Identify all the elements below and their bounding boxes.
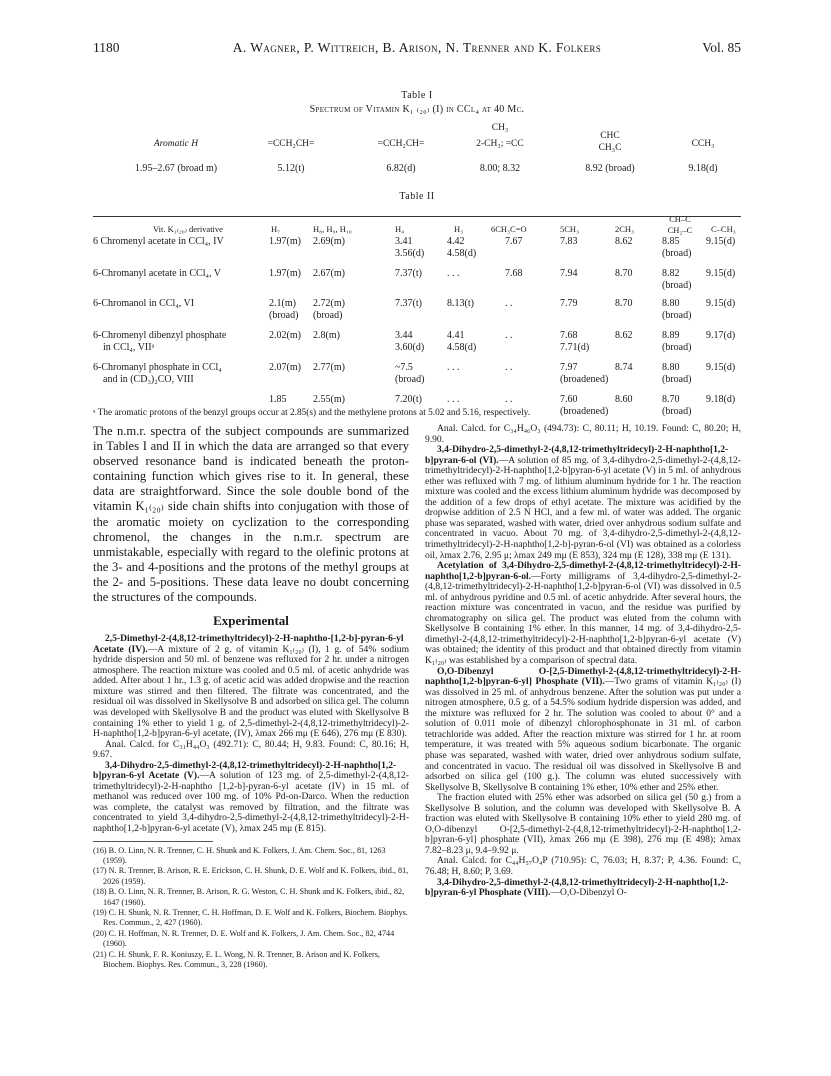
t2-cell-h3: . . . — [447, 362, 460, 373]
t2-cell-c2: 8.74 — [615, 362, 633, 373]
table2-top-rule — [93, 216, 741, 217]
t1-col-cch3: CCH₃ — [691, 139, 715, 149]
footnote-item: (20) C. H. Hoffman, N. R. Trenner, D. E. Wolf and K. Folkers, J. Am. Chem. Soc., 82, 4744 (1960). — [93, 928, 395, 949]
t1-col-methyl-top: CH₃ — [491, 123, 509, 133]
t2-cell-name: 6-Chromenyl dibenzyl phosphate — [93, 330, 227, 341]
footnote-rule — [93, 841, 213, 842]
t2-cell-name: 6 Chromenyl acetate in CCl₄, IV — [93, 236, 224, 247]
compound-title-vii: O,O-Dibenzyl O-[2,5-Dimethyl-2-(4,8,12-trimethyltridecyl)-2-H-naphtho[1,2-b]pyran-6-yl] Phosphate (VII). — [425, 665, 741, 688]
t2-cell-h4: 3.41 — [395, 236, 413, 247]
t2-cell-acyl: . . — [505, 362, 513, 373]
t2-cell-h3: . . . — [447, 268, 460, 279]
t2-cell-c5: 7.83 — [560, 236, 578, 247]
t2-cell-name: 6-Chromanyl acetate in CCl₄, V — [93, 268, 221, 279]
acetylation-title: Acetylation of 3,4-Dihydro-2,5-dimethyl-2-(4,8,12-trimethyltridecyl)-2-H-naphtho[1,2-b]pyran-6-ol. — [425, 560, 741, 582]
t2-cell-h3: . . . — [447, 394, 460, 405]
t2-cell-c5: 7.79 — [560, 298, 578, 309]
t2-cell-h3b: 4.58(d) — [447, 342, 477, 353]
t2-cell-h7: 1.85 — [269, 394, 287, 405]
t2-cell-acyl: 7.67 — [505, 236, 523, 247]
t2-head-acyl: 6CH₃C=O — [491, 224, 527, 234]
t2-cell-c5b: (broadened) — [560, 374, 609, 385]
t2-cell-h4b: (broad) — [395, 374, 425, 385]
t2-cell-cc: 9.15(d) — [706, 362, 736, 373]
table2-footnote: ᵃ The aromatic protons of the benzyl groups occur at 2.85(s) and the methylene protons at 5.02 and 5.16, respectively. — [93, 408, 531, 418]
exp-paragraph-7 — [425, 878, 741, 899]
t2-cell-cc: 9.18(d) — [706, 394, 736, 405]
t1-val-methyl: 8.00; 8.32 — [479, 163, 521, 174]
t2-cell-acyl: 7.68 — [505, 268, 523, 279]
t1-val-chc: 8.92 (broad) — [585, 163, 635, 174]
t2-cell-ch: 8.85 — [662, 236, 680, 247]
t2-head-cch3: C–CH₃ — [711, 224, 736, 234]
section-heading-experimental: Experimental — [213, 613, 289, 629]
t2-cell-h3: 8.13(t) — [447, 298, 474, 309]
t2-cell-h4: 7.20(t) — [395, 394, 422, 405]
t2-head-2ch3: 2CH₃ — [615, 224, 635, 234]
t2-cell-chb: (broad) — [662, 342, 692, 353]
t2-cell-c5: 7.97 — [560, 362, 578, 373]
t1-val-allylic: 6.82(d) — [386, 163, 416, 174]
t2-cell-h7: 1.97(m) — [269, 268, 301, 279]
t2-cell-h8: 2.77(m) — [313, 362, 345, 373]
intro-paragraph: The n.m.r. spectra of the subject compounds are summarized in Tables I and II in which the data are arranged so that every observed resonance band is indicated beneath the proton-containing function which gives rise to it. In general, these data are straightforward. Since the sole double bond of the vitamin K₁₍₂₀₎ side chain shifts into conjugation with those of the aromatic moiety on cyclization to the corresponding chromenol, the changes in the n.m.r. spectrum are unmistakable, especially with regard to the olefinic protons at the 3- and 4-positions and the protons of the methyl groups at the 2- and 5-positions. These data leave no doubt concerning the structures of the compounds. — [93, 424, 409, 605]
exp-paragraph-6: The fraction eluted with 25% ether was adsorbed on silica gel (50 g.) from a Skellysolve B solution, and the column was developed with Skellysolve B. A fraction was eluted with Skellysolve B containing 10% ether to yield 280 mg. of O,O-dibenzyl O-[2,5-dimethyl-2-(4,8,12-trimethyltridecyl)-2-H-naphtho[1,2-b]pyran-6-yl] phosphate (VII), λmax 266 mμ (E 398), 276 mμ (E 498); λmax 7.82–8.23 μ, 9.4–9.92 μ. — [425, 792, 741, 856]
table2-label: Table II — [399, 191, 435, 202]
t2-cell-name: 6-Chromanol in CCl₄, VI — [93, 298, 195, 309]
exp-text-5: —Two grams of vitamin K₁₍₂₀₎ (I) was dissolved in 25 ml. of anhydrous benzene. After the solution was put under a nitrogen atmosphere, 0.5 g. of a 54.5% sodium hydride dispersion was added, and the mixture was refluxed for 2 hr. The solution was cooled to about 0° and a solution of 0.011 mole of dibenzyl chlorophosphonate in 31 ml. of carbon tetrachloride was added. After the reaction mixture was stirred for 1 hr. at room temperature, it was treated with 5% aqueous sodium bicarbonate. The organic phase was separated, washed with water, dried over anhydrous sodium sulfate, and concentrated in vacuo. The residual oil was dissolved in Skellysolve B and adsorbed on silica gel (100 g.). The column was eluted successively with Skellysolve B, Skellysolve B containing 1% ether, 10% ether and 25% ether. — [425, 676, 742, 793]
t2-cell-c5b: 7.71(d) — [560, 342, 590, 353]
footnote-item: (16) B. O. Linn, N. R. Trenner, C. H. Shunk and K. Folkers, J. Am. Chem. Soc., 81, 1263 (1959). — [93, 845, 386, 865]
compound-title-iv: 2,5-Dimethyl-2-(4,8,12-trimethyltridecyl)-2-H-naphtho-[1,2-b]-pyran-6-yl Acetate (IV). — [93, 633, 404, 655]
t2-cell-h4: ~7.5 — [395, 362, 413, 373]
t2-cell-acyl: . . — [505, 394, 513, 405]
footnote-item: (18) B. O. Linn, N. R. Trenner, B. Arison, R. G. Weston, C. H. Shunk and K. Folkers, ibid., 82, 1647 (1960). — [93, 887, 405, 907]
t2-cell-chb: (broad) — [662, 374, 692, 385]
t2-cell-h7b: (broad) — [269, 310, 299, 321]
t2-cell-h8: 2.8(m) — [313, 330, 340, 341]
t2-cell-h7: 2.07(m) — [269, 362, 301, 373]
t2-cell-c2: 8.70 — [615, 298, 633, 309]
t1-col-aromatic: Aromatic H — [153, 139, 199, 149]
running-header — [93, 40, 741, 60]
exp-text-7: —O,O-Dibenzyl O- — [550, 887, 627, 899]
t2-head-h4: H₄ — [395, 224, 405, 234]
compound-title-v: 3,4-Dihydro-2,5-dimethyl-2-(4,8,12-trimethyltridecyl)-2-H-naphtho[1,2-b]pyran-6-yl Acetate (V). — [93, 759, 397, 782]
t2-cell-c2: 8.62 — [615, 330, 633, 341]
t2-cell-h4: 7.37(t) — [395, 298, 422, 309]
compound-title-viii: 3,4-Dihydro-2,5-dimethyl-2-(4,8,12-trimethyltridecyl)-2-H-naphtho[1,2-b]pyran-6-yl Phosphate (VIII). — [425, 876, 729, 899]
t2-head-h3: H₃ — [454, 224, 464, 234]
t1-col-allylic: =CCH₂CH= — [377, 139, 425, 149]
t2-cell-c5: 7.94 — [560, 268, 578, 279]
t2-cell-h7: 2.1(m) — [269, 298, 296, 309]
t2-cell-h7: 1.97(m) — [269, 236, 301, 247]
t2-cell-chb: (broad) — [662, 280, 692, 291]
analysis-v: Anal. Calcd. for C₃₄H₄₆O₃ (494.73): C, 80.11; H, 10.19. Found: C, 80.20; H, 9.90. — [425, 423, 741, 445]
compound-title-vi: 3,4-Dihydro-2,5-dimethyl-2-(4,8,12-trimethyltridecyl)-2-H-naphtho[1,2-b]pyran-6-ol (VI). — [425, 444, 729, 466]
t1-col-chc-top: CHC — [600, 131, 620, 141]
t2-cell-h4: 3.44 — [395, 330, 413, 341]
t2-cell-h8: 2.67(m) — [313, 268, 345, 279]
t2-cell-name: 6-Chromanyl phosphate in CCl₄ — [93, 362, 222, 373]
exp-paragraph-3 — [425, 445, 741, 561]
exp-paragraph-2 — [93, 761, 409, 835]
t1-col-chc: CH₃C — [598, 143, 622, 153]
t2-cell-c5b: (broadened) — [560, 406, 609, 417]
t1-val-cch3: 9.18(d) — [688, 163, 718, 174]
t2-cell-cc: 9.15(d) — [706, 236, 736, 247]
t2-cell-h8: 2.69(m) — [313, 236, 345, 247]
t2-cell-c5: 7.60 — [560, 394, 578, 405]
t2-cell-name2: and in (CD₃)₂CO, VIII — [103, 374, 194, 385]
page-number: 1180 — [93, 40, 120, 55]
right-column — [425, 424, 741, 899]
exp-text-4: —Forty milligrams of 3,4-dihydro-2,5-dimethyl-2-(4,8,12-trimethyltridecyl)-2-H-naphtho[1,2-b]pyran-6-ol (VI) was dissolved in 0.5 ml. of anhydrous pyridine and 0.5 ml. of acetic anhydride. After several hours, the reaction mixture was concentrated in vacuo, and the residue was purified by chromatography on silica gel. The product was eluted from the column with Skellysolve B containing 1% ether. In this manner, 14 mg. of 3,4-dihydro-2,5-dimethyl-2-(4,8,12-trimethyltridecyl)-2-H-naphtho[1,2-b]pyran-6-yl acetate (V) was obtained; the identity of this product and that obtained directly from vitamin K₁₍₂₀₎ was established by a comparison of spectral data. — [425, 570, 741, 667]
exp-paragraph-5 — [425, 667, 741, 794]
t2-cell-ch: 8.80 — [662, 298, 680, 309]
t2-cell-h3b: 4.58(d) — [447, 248, 477, 259]
t2-cell-name2: in CCl₄, VIIᵃ — [103, 342, 155, 353]
t2-cell-h8b: (broad) — [313, 310, 343, 321]
t2-cell-h4b: 3.60(d) — [395, 342, 425, 353]
exp-text-3: —A solution of 85 mg. of 3,4-dihydro-2,5-dimethyl-2-(4,8,12-trimethyltridecyl)-2-H-naphtho[1,2-b]pyran-6-yl acetate (V) in 5 ml. of anhydrous ether was refluxed with 7 mg. of lithium aluminum hydride for 1 hr. The reaction mixture was cooled and the excess lithium aluminum hydride was decomposed by the addition of a few drops of ethyl acetate. The mixture was acidified by the dropwise addition of 2.5 N HCl, and a few ml. of water was added. The organic phase was separated, washed with water, dried over anhydrous sodium sulfate and concentrated in vacuo. About 70 mg. of 3,4-dihydro-2,5-dimethyl-2-(4,8,12-trimethyltridecyl)-2-H-naphtho[1,2-b]-pyran-6-ol (VI) was obtained as a colorless oil, λmax 2.76, 2.95 μ; λmax 249 mμ (E 853), 324 mμ (E 128), 338 mμ (E 131). — [425, 454, 741, 561]
table1-label: Table I — [401, 90, 433, 101]
exp-text-2: —A solution of 123 mg. of 2,5-dimethyl-2-(4,8,12-trimethyltridecyl)-2-H-naphtho [1,2-b]-pyran-6-yl acetate (IV) in 15 ml. of methanol was reduced over 100 mg. of 10% Pd-on-Darco. When the reduction was complete, the catalyst was removed by filtration, and the filtrate was concentrated to yield 3,4-dihydro-2,5-dimethyl-2-(4,8,12-trimethyltridecyl)-2-H-naphtho[1,2-b]pyran-6-yl acetate (V), λmax 245 mμ (E 815). — [93, 770, 409, 834]
exp-text-1: —A mixture of 2 g. of vitamin K₁₍₂₀₎ (I), 1 g. of 54% sodium hydride dispersion and 50 ml. of benzene was refluxed for 2 hr. under a nitrogen atmosphere. The reaction mixture was cooled and 0.5 ml. of acetic anhydride was added. After about 1 hr., 1.3 g. of acetic acid was added dropwise and the reaction mixture was stirred and then filtered. The filtrate was concentrated, and the residual oil was dissolved in Skellysolve B and adsorbed on silica gel. The column was developed with Skellysolve B and the product was eluted with Skellysolve B containing 1% ether to yield 1 g. of 2,5-dimethyl-2-(4,8,12-trimethyltridecyl)-2-H-naphtho[1,2-b]pyran-6-yl acetate, (IV), λmax 266 mμ (E 646), 276 mμ (E 830). — [93, 643, 409, 740]
analysis-iv: Anal. Calcd. for C₃₁H₄₄O₃ (492.71): C, 80.44; H, 9.83. Found: C, 80.16; H, 9.67. — [93, 738, 409, 761]
analysis-vii: Anal. Calcd. for C₄₄H₅₇O₄P (710.95): C, 76.03; H, 8.37; P, 4.36. Found: C, 76.48; H, 8.60; P, 3.69. — [425, 855, 741, 877]
t2-cell-h3: 4.42 — [447, 236, 465, 247]
t2-cell-c2: 8.62 — [615, 236, 633, 247]
t2-cell-ch: 8.89 — [662, 330, 680, 341]
t2-cell-chb: (broad) — [662, 310, 692, 321]
t2-cell-ch: 8.82 — [662, 268, 680, 279]
volume-label: Vol. 85 — [702, 40, 741, 55]
t2-cell-ch: 8.80 — [662, 362, 680, 373]
t2-cell-acyl: . . — [505, 330, 513, 341]
footnote-item: (21) C. H. Shunk, F. R. Koniuszy, E. L. Wong, N. R. Trenner, B. Arison and K. Folkers, Biochem. Biophys. Res. Commun., 3, 228 (1960). — [93, 949, 380, 969]
exp-paragraph-4 — [425, 561, 741, 666]
t2-cell-c5: 7.68 — [560, 330, 578, 341]
t2-cell-acyl: . . — [505, 298, 513, 309]
t1-col-methyl: 2-CH₃; =CC — [476, 139, 524, 149]
t1-val-aromatic: 1.95–2.67 (broad m) — [134, 163, 218, 174]
t2-cell-c2: 8.60 — [615, 394, 633, 405]
t2-cell-ch: 8.70 — [662, 394, 680, 405]
t2-cell-h8: 2.55(m) — [313, 394, 345, 405]
t2-cell-cc: 9.17(d) — [706, 330, 736, 341]
t2-head-chc: CH–C CH₂–C — [667, 214, 693, 235]
t2-cell-cc: 9.15(d) — [706, 268, 736, 279]
t1-col-vinyl: =CCH₂CH= — [267, 139, 315, 149]
t2-cell-h4: 7.37(t) — [395, 268, 422, 279]
t2-cell-h7: 2.02(m) — [269, 330, 301, 341]
exp-paragraph-1 — [93, 634, 409, 739]
footnote-list — [93, 846, 409, 971]
table1-title: Spectrum of Vitamin K₁ ₍₂₀₎ (I) in CCl₄ at 40 Mc. — [309, 104, 525, 115]
author-line: A. Wagner, P. Wittreich, B. Arison, N. Trenner and K. Folkers — [232, 40, 602, 55]
t2-head-derivative: Vit. K₁₍₂₀₎ derivative — [153, 224, 223, 234]
t2-cell-h8: 2.72(m) — [313, 298, 345, 309]
t2-cell-h3: 4.41 — [447, 330, 465, 341]
t2-cell-chb: (broad) — [662, 248, 692, 259]
t2-cell-cc: 9.15(d) — [706, 298, 736, 309]
t2-head-5ch3: 5CH₃ — [560, 224, 580, 234]
footnote-item: (19) C. H. Shunk, N. R. Trenner, C. H. Hoffman, D. E. Wolf and K. Folkers, Biochem. Biophys. Res. Commun., 2, 427 (1960). — [93, 907, 408, 928]
footnote-item: (17) N. R. Trenner, B. Arison, R. E. Erickson, C. H. Shunk, D. E. Wolf and K. Folkers, ibid., 81, 2026 (1959). — [93, 866, 409, 886]
t2-cell-c2: 8.70 — [615, 268, 633, 279]
left-column — [93, 424, 409, 970]
t1-val-vinyl: 5.12(t) — [277, 163, 305, 174]
t2-head-h7: H₇ — [271, 224, 281, 234]
t2-cell-chb: (broad) — [662, 406, 692, 417]
t2-head-h8: H₈, H₉, H₁₀ — [313, 224, 352, 234]
t2-cell-h4b: 3.56(d) — [395, 248, 425, 259]
